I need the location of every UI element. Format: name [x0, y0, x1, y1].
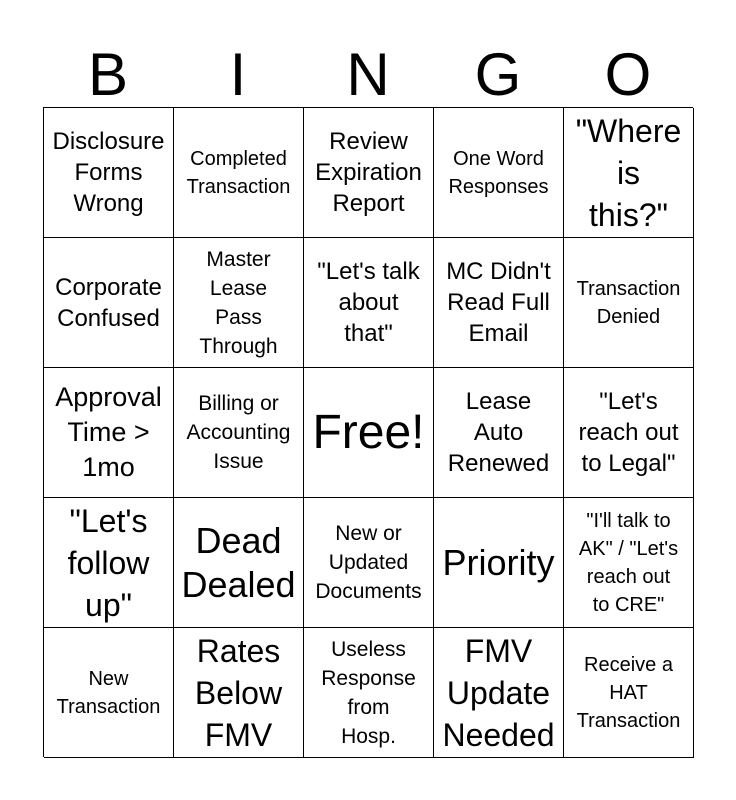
cell-text: Transaction Denied	[576, 277, 681, 328]
bingo-cell-r2c2[interactable]	[174, 238, 304, 368]
cell-text: "Where is this?"	[575, 112, 682, 233]
cell-text: Approval Time > 1mo	[55, 382, 162, 482]
cell-text: MC Didn't Read Full Email	[446, 258, 551, 347]
bingo-cell-r1c5[interactable]	[564, 108, 694, 238]
bingo-cell-r3c5[interactable]	[564, 368, 694, 498]
cell-text: "Let's talk about that"	[317, 258, 420, 347]
bingo-cell-r5c1[interactable]	[44, 628, 174, 758]
bingo-cell-r4c4[interactable]	[434, 498, 564, 628]
cell-text: "Let's reach out to Legal"	[578, 388, 679, 477]
bingo-cell-free[interactable]	[304, 368, 434, 498]
bingo-cell-r2c3[interactable]	[304, 238, 434, 368]
bingo-cell-r2c4[interactable]	[434, 238, 564, 368]
bingo-cell-r4c3[interactable]	[304, 498, 434, 628]
cell-text: New or Updated Documents	[315, 522, 422, 603]
bingo-cell-r5c4[interactable]	[434, 628, 564, 758]
bingo-cell-r3c2[interactable]	[174, 368, 304, 498]
header-letter-o: O	[604, 41, 652, 108]
cell-text: Master Lease Pass Through	[199, 247, 278, 358]
cell-text: "Let's follow up"	[67, 502, 150, 623]
header-letter-g: G	[474, 41, 522, 108]
bingo-board	[43, 107, 693, 757]
cell-text: Lease Auto Renewed	[447, 388, 550, 477]
cell-text: FMV Update Needed	[442, 632, 555, 753]
cell-text: Corporate Confused	[55, 273, 162, 332]
bingo-cell-r4c2[interactable]	[174, 498, 304, 628]
bingo-cell-r1c4[interactable]	[434, 108, 564, 238]
bingo-cell-r5c3[interactable]	[304, 628, 434, 758]
bingo-cell-r4c5[interactable]	[564, 498, 694, 628]
cell-text: Useless Response from Hosp.	[321, 637, 416, 748]
bingo-cell-r5c5[interactable]	[564, 628, 694, 758]
header-letter-n: N	[346, 41, 390, 108]
header-letter-i: I	[229, 41, 247, 108]
bingo-cell-r3c4[interactable]	[434, 368, 564, 498]
cell-text: New Transaction	[56, 667, 161, 718]
bingo-cell-r5c2[interactable]	[174, 628, 304, 758]
cell-text: One Word Responses	[448, 147, 549, 198]
bingo-cell-r1c2[interactable]	[174, 108, 304, 238]
header-letter-b: B	[87, 41, 129, 108]
cell-text: Dead Dealed	[181, 519, 296, 605]
bingo-header	[43, 42, 693, 108]
bingo-cell-r1c3[interactable]	[304, 108, 434, 238]
bingo-cell-r1c1[interactable]	[44, 108, 174, 238]
bingo-cell-r3c1[interactable]	[44, 368, 174, 498]
free-space-text: Free!	[312, 405, 425, 459]
cell-text: Completed Transaction	[186, 147, 291, 198]
cell-text: "I'll talk to AK" / "Let's reach out to CRE"	[578, 509, 679, 616]
cell-text: Review Expiration Report	[315, 128, 422, 217]
cell-text: Disclosure Forms Wrong	[52, 128, 165, 217]
bingo-cell-r2c1[interactable]	[44, 238, 174, 368]
cell-text: Receive a HAT Transaction	[576, 653, 681, 732]
bingo-cell-r2c5[interactable]	[564, 238, 694, 368]
cell-text: Billing or Accounting Issue	[186, 392, 291, 473]
cell-text: Priority	[442, 541, 555, 583]
cell-text: Rates Below FMV	[194, 632, 283, 753]
bingo-cell-r4c1[interactable]	[44, 498, 174, 628]
